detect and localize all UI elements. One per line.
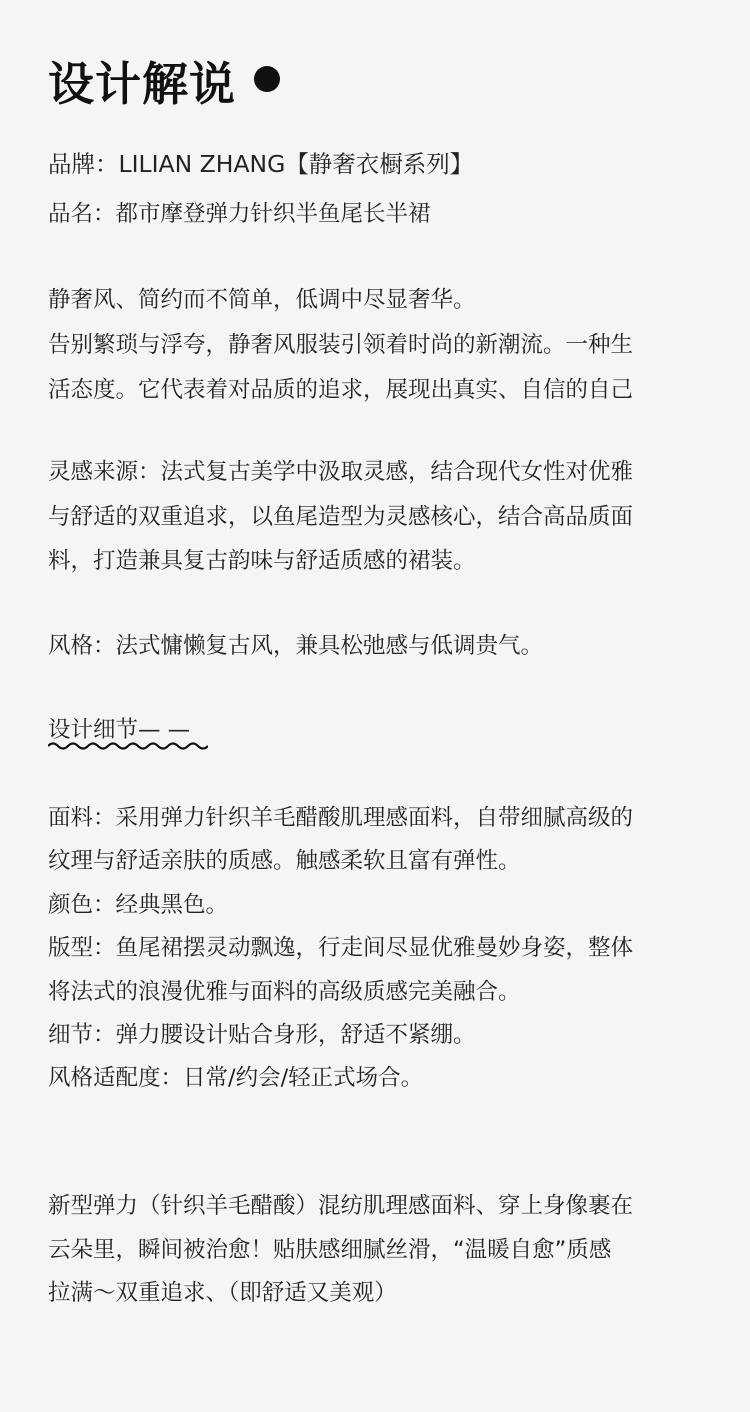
closing-line: 拉满～双重追求、（即舒适又美观） <box>48 1280 397 1306</box>
closing-line: 新型弹力（针织羊毛醋酸）混纺肌理感面料、穿上身像裹在 <box>48 1193 634 1219</box>
page-title: 设计解说 <box>48 57 236 111</box>
title-row <box>48 52 280 116</box>
detail-line: 版型：鱼尾裙摆灵动飘逸，行走间尽显优雅曼妙身姿，整体 <box>48 935 634 961</box>
details-heading: 设计细节— — <box>48 717 191 743</box>
detail-line: 将法式的浪漫优雅与面料的高级质感完美融合。 <box>48 979 521 1005</box>
detail-line: 纹理与舒适亲肤的质感。触感柔软且富有弹性。 <box>48 848 521 874</box>
inspiration-line: 料，打造兼具复古韵味与舒适质感的裙装。 <box>48 548 476 574</box>
style-line: 风格：法式慵懒复古风，兼具松弛感与低调贵气。 <box>48 633 544 659</box>
detail-line: 风格适配度：日常/约会/轻正式场合。 <box>48 1065 424 1091</box>
intro-line: 静奢风、简约而不简单，低调中尽显奢华。 <box>48 287 476 313</box>
detail-line: 颜色：经典黑色。 <box>48 892 229 918</box>
closing-line: 云朵里，瞬间被治愈！贴肤感细腻丝滑，“温暖自愈”质感 <box>48 1237 612 1263</box>
inspiration-line: 与舒适的双重追求，以鱼尾造型为灵感核心，结合高品质面 <box>48 504 634 530</box>
title-dot-icon <box>254 66 280 92</box>
product-name-line: 品名：都市摩登弹力针织半鱼尾长半裙 <box>48 201 431 227</box>
intro-line: 告别繁琐与浮夸，静奢风服装引领着时尚的新潮流。一种生 <box>48 332 634 358</box>
intro-line: 活态度。它代表着对品质的追求，展现出真实、自信的自己 <box>48 377 634 403</box>
inspiration-line: 灵感来源：法式复古美学中汲取灵感，结合现代女性对优雅 <box>48 459 634 485</box>
detail-line: 细节：弹力腰设计贴合身形，舒适不紧绷。 <box>48 1022 476 1048</box>
brand-line: 品牌：LILIAN ZHANG【静奢衣橱系列】 <box>48 150 474 178</box>
wavy-underline-icon <box>48 740 208 752</box>
detail-line: 面料：采用弹力针织羊毛醋酸肌理感面料，自带细腻高级的 <box>48 805 634 831</box>
